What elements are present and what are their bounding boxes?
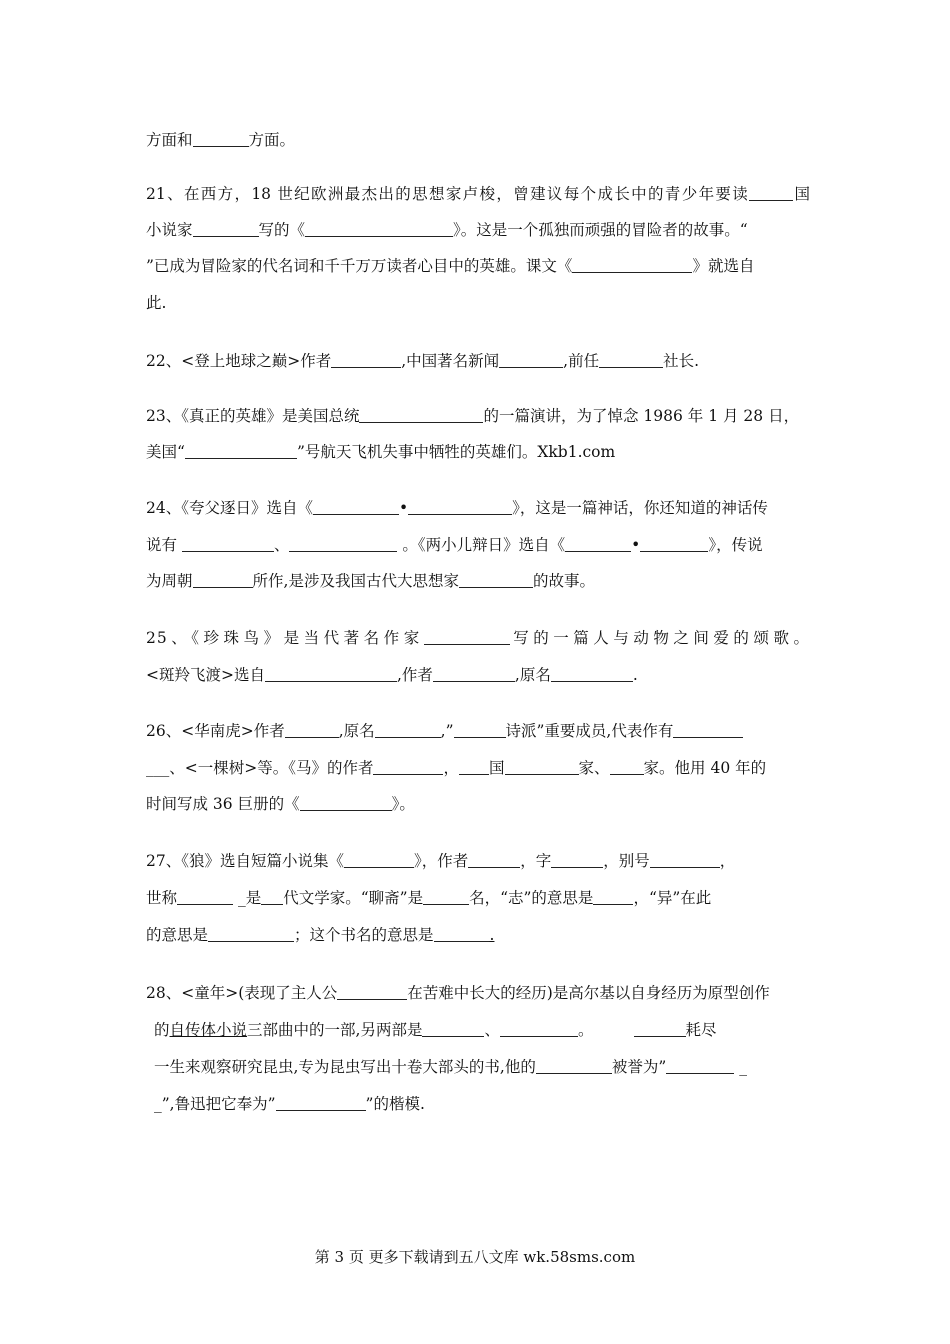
text: ”的楷模.: [365, 1095, 425, 1113]
text-line: [146, 758, 810, 778]
answer-blank[interactable]: [344, 852, 414, 868]
text-line: [146, 256, 810, 276]
answer-blank[interactable]: [640, 536, 708, 552]
answer-blank[interactable]: [422, 1021, 484, 1037]
text: 家、: [578, 759, 610, 777]
text-line: [146, 925, 810, 945]
text-line: [146, 794, 810, 814]
answer-blank[interactable]: [749, 185, 793, 201]
answer-blank[interactable]: [208, 926, 294, 942]
question-21: [146, 184, 810, 204]
page-footer: 第 3 页 更多下载请到五八文库 wk.58sms.com: [314, 1248, 636, 1266]
text: ，“异”在此: [633, 889, 712, 907]
text-line: [154, 1094, 810, 1114]
answer-blank[interactable]: [666, 1058, 734, 1074]
text: 美国“: [146, 443, 185, 461]
text: 。: [577, 1021, 594, 1039]
text: 的意思是: [146, 926, 209, 944]
text: 被誉为”: [611, 1058, 667, 1076]
text: 的故事。: [532, 572, 595, 590]
text: 世称: [146, 889, 178, 907]
text: 》。这是一个孤独而顽强的冒险者的故事。“: [453, 221, 748, 239]
question-25: [146, 628, 810, 648]
answer-blank[interactable]: [593, 889, 633, 905]
question-23: [146, 406, 810, 426]
text: ，: [719, 852, 736, 870]
autobiographical-novel-link[interactable]: 自传体小说: [169, 1021, 248, 1039]
text: 、: [484, 1021, 500, 1039]
question-26: [146, 721, 810, 741]
text: ,”: [440, 722, 454, 740]
text: 27、《狼》选自短篇小说集《: [146, 852, 344, 870]
text: ，别号: [603, 852, 650, 870]
text: 国: [489, 759, 505, 777]
answer-blank[interactable]: [673, 722, 743, 738]
text-line: [146, 220, 810, 240]
text: ,原名: [338, 722, 375, 740]
text: 诗派”重要成员,代表作有: [505, 722, 674, 740]
answer-blank[interactable]: [285, 722, 339, 738]
answer-blank[interactable]: [572, 257, 692, 273]
answer-blank[interactable]: [375, 722, 441, 738]
text-line: [146, 535, 810, 555]
answer-blank[interactable]: [551, 666, 633, 682]
answer-blank[interactable]: [634, 1021, 686, 1037]
answer-blank[interactable]: [289, 536, 397, 552]
answer-blank[interactable]: [650, 852, 720, 868]
answer-blank[interactable]: [424, 629, 510, 645]
text-line: [146, 888, 810, 908]
text: 》，作者: [413, 852, 469, 870]
answer-blank[interactable]: [459, 759, 489, 775]
text: _”,鲁迅把它奉为”: [154, 1095, 276, 1113]
answer-blank[interactable]: [505, 759, 579, 775]
answer-blank[interactable]: [261, 889, 283, 905]
text: 时间写成 36 巨册的《: [146, 795, 300, 813]
question-24: [146, 498, 810, 518]
text: 耗尽: [685, 1021, 717, 1039]
answer-blank[interactable]: [300, 795, 392, 811]
text: 24、《夸父逐日》选自《: [146, 499, 313, 517]
text-line: [146, 665, 810, 685]
text: 》，传说: [708, 536, 763, 554]
text-line: [154, 1020, 810, 1040]
answer-blank[interactable]: [454, 722, 506, 738]
text: 23、《真正的英雄》是美国总统: [146, 407, 360, 425]
text: ,中国著名新闻: [401, 352, 500, 370]
answer-blank[interactable]: [433, 666, 515, 682]
text: ”号航天飞机失事中牺牲的英雄们。Xkb1.com: [296, 443, 616, 461]
text: 。《两小儿辩日》选自《: [402, 536, 566, 554]
text: .: [489, 926, 495, 944]
text: 方面和: [146, 131, 193, 149]
answer-blank[interactable]: [359, 407, 483, 423]
text: ，: [443, 759, 459, 777]
text: 说有: [146, 536, 178, 554]
answer-blank[interactable]: [565, 536, 631, 552]
text: _是: [237, 889, 262, 907]
answer-blank[interactable]: [177, 889, 233, 905]
answer-blank[interactable]: [434, 926, 490, 942]
answer-blank[interactable]: [423, 889, 469, 905]
text: _: [739, 1058, 747, 1076]
text: 26、<华南虎>作者: [146, 722, 285, 740]
answer-blank[interactable]: [182, 536, 274, 552]
answer-blank[interactable]: [193, 572, 253, 588]
text: ,作者: [396, 666, 433, 684]
text: 的一篇演讲，为了悼念 1986 年 1 月 28 日，: [483, 407, 800, 425]
answer-blank[interactable]: [610, 759, 644, 775]
text: 为周朝: [146, 572, 193, 590]
text: 一生来观察研究昆虫,专为昆虫写出十卷大部头的书,他的: [154, 1058, 536, 1076]
answer-blank[interactable]: [468, 852, 520, 868]
text: 的: [154, 1021, 170, 1039]
text: 小说家: [146, 221, 193, 239]
answer-blank[interactable]: [185, 443, 297, 459]
text: 代文学家。“聊斋”是: [283, 889, 424, 907]
answer-blank[interactable]: [337, 984, 407, 1000]
text-line: [146, 442, 810, 462]
answer-blank[interactable]: [500, 1021, 578, 1037]
answer-blank[interactable]: [499, 352, 563, 368]
answer-blank[interactable]: [373, 759, 443, 775]
text: •: [398, 499, 409, 517]
text: ,原名: [514, 666, 551, 684]
text-line: [154, 1057, 810, 1077]
text: 》。: [391, 795, 415, 813]
text: ，字: [520, 852, 552, 870]
question-28: [146, 983, 810, 1003]
text: 三部曲中的一部,另两部是: [247, 1021, 423, 1039]
text: 22、<登上地球之巅>作者: [146, 352, 332, 370]
answer-blank[interactable]: [276, 1095, 366, 1111]
text-line: [146, 571, 810, 591]
answer-blank[interactable]: [408, 499, 512, 515]
answer-blank[interactable]: [331, 352, 401, 368]
text: ；这个书名的意思是: [294, 926, 434, 944]
text: 所作,是涉及我国古代大思想家: [252, 572, 459, 590]
question-22: [146, 351, 810, 371]
text: 、: [273, 536, 290, 554]
text: 方面。: [248, 131, 296, 149]
text-line: [146, 130, 810, 150]
text: <斑羚飞渡>选自: [146, 666, 265, 684]
answer-blank[interactable]: [265, 666, 397, 682]
answer-blank[interactable]: [193, 221, 259, 237]
text: 21、在西方，18 世纪欧洲最杰出的思想家卢梭，曾建议每个成长中的青少年要读: [146, 185, 750, 203]
text: ”已成为冒险家的代名词和千千万万读者心目中的英雄。课文《: [146, 257, 573, 275]
text: ,前任: [563, 352, 600, 370]
answer-blank[interactable]: [599, 352, 663, 368]
text: •: [631, 536, 641, 554]
answer-blank[interactable]: [305, 221, 453, 237]
text: 25、《珍珠鸟》是当代著名作家: [146, 629, 424, 647]
text: 社长.: [663, 352, 700, 370]
text: 名，“志”的意思是: [469, 889, 594, 907]
text: 》就选自: [692, 257, 755, 275]
text: 家。他用 40 年的: [643, 759, 767, 777]
answer-blank[interactable]: [313, 499, 399, 515]
text: 写的一篇人与动物之间爱的颂歌。: [509, 629, 810, 647]
answer-blank[interactable]: [551, 852, 603, 868]
text: .: [632, 666, 638, 684]
text: 在苦难中长大的经历)是高尔基以自身经历为原型创作: [407, 984, 770, 1002]
text: 28、<童年>(表现了主人公: [146, 984, 338, 1002]
text: 写的《: [258, 221, 306, 239]
text-line: [146, 293, 810, 313]
answer-blank[interactable]: [536, 1058, 612, 1074]
text: ___、<一棵树>等。《马》的作者: [146, 759, 374, 777]
answer-blank[interactable]: [193, 131, 249, 147]
text: 此.: [146, 294, 167, 312]
text: 国: [793, 185, 810, 203]
text: 》，这是一篇神话，你还知道的神话传: [512, 499, 768, 517]
question-27: [146, 851, 810, 871]
answer-blank[interactable]: [459, 572, 533, 588]
